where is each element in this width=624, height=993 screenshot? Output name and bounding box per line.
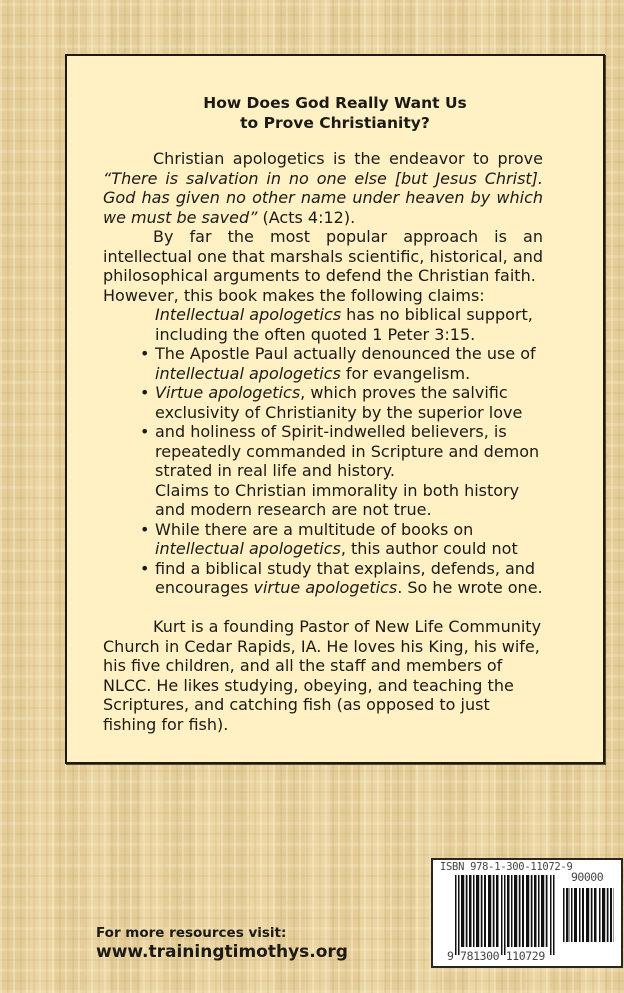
author-bio: Kurt is a founding Pastor of New Life Community Church in Cedar Rapids, IA. He loves his King, his wife, his five children, and all the staff and members of NLCC. He likes studying, obeying, and teaching the Scriptures, and catching fish (as opposed to just fishing for fish). [103,617,542,734]
price-addon-label: 90000 [571,870,604,884]
bullet-icon: • [140,383,150,402]
claim-item [103,520,543,559]
claim-tail-emphasis: virtue apologetics [253,578,398,597]
resources-block [96,925,348,963]
claim-text: and holiness of Spirit-indwelled believers, is repeatedly commanded in Scripture and demon strated in real life and history. [155,422,540,480]
intro-lead: Christian apologetics is the endeavor to prove [153,149,543,168]
claims-lead: However, this book makes the following claims: [103,285,485,305]
book-title-heading [67,93,603,133]
description-body [103,149,543,734]
claim-item [103,344,543,383]
barcode-bars-icon [455,875,555,955]
claim-tail: for evangelism. [340,363,471,383]
website-link[interactable]: www.trainingtimothys.org [96,942,348,962]
ean-digits: 9 781300 110729 [447,949,545,963]
claim-tail-emphasis: intellectual apologetics [155,363,341,383]
claims-list [103,305,543,598]
scripture-quote: “There is salvation in no one else [but Jesus Christ]. God has given no other name under heaven by which we must be saved” [103,168,543,227]
bullet-icon: • [140,344,150,363]
claim-item [103,481,543,520]
claim-text: , which proves the salvific exclusivity of Christianity by the superior love [155,383,523,422]
intro-paragraph [103,149,543,227]
title-line-1: How Does God Really Want Us [203,94,467,112]
addon-bars-icon [563,888,615,942]
claim-text: has no biblical support, including the often quoted 1 Peter 3:15. [155,305,533,344]
claim-text: Claims to Christian immorality in both history and modern research are not true. [155,480,520,519]
claim-text: find a biblical study that explains, defends, and encourages [155,558,536,597]
title-line-2: to Prove Christianity? [240,114,430,132]
resources-label: For more resources visit: [96,925,287,941]
bullet-icon: • [140,519,150,539]
description-panel [65,54,605,764]
claim-emphasis: Virtue apologetics [155,383,301,402]
claim-emphasis: Intellectual apologetics [155,305,342,324]
claim-tail: , this author could not [340,539,518,558]
approach-paragraph: By far the most popular approach is an intellectual one that marshals scientific, historical, and philosophical arguments to defend the Christian faith. [103,227,543,285]
claim-item [103,559,543,598]
claim-text: While there are a multitude of books on [155,519,474,539]
claim-tail: . So he wrote one. [397,578,543,597]
isbn-label: ISBN 978-1-300-11072-9 [440,861,573,873]
claim-text: The Apostle Paul actually denounced the use of [155,344,536,363]
scripture-citation: (Acts 4:12). [257,207,356,227]
claim-item [103,422,543,481]
claim-item [103,383,543,422]
claim-tail-emphasis: intellectual apologetics [155,539,341,558]
bullet-icon: • [140,558,150,578]
claim-item [103,305,543,344]
bullet-icon: • [140,422,150,441]
isbn-barcode [431,858,623,968]
